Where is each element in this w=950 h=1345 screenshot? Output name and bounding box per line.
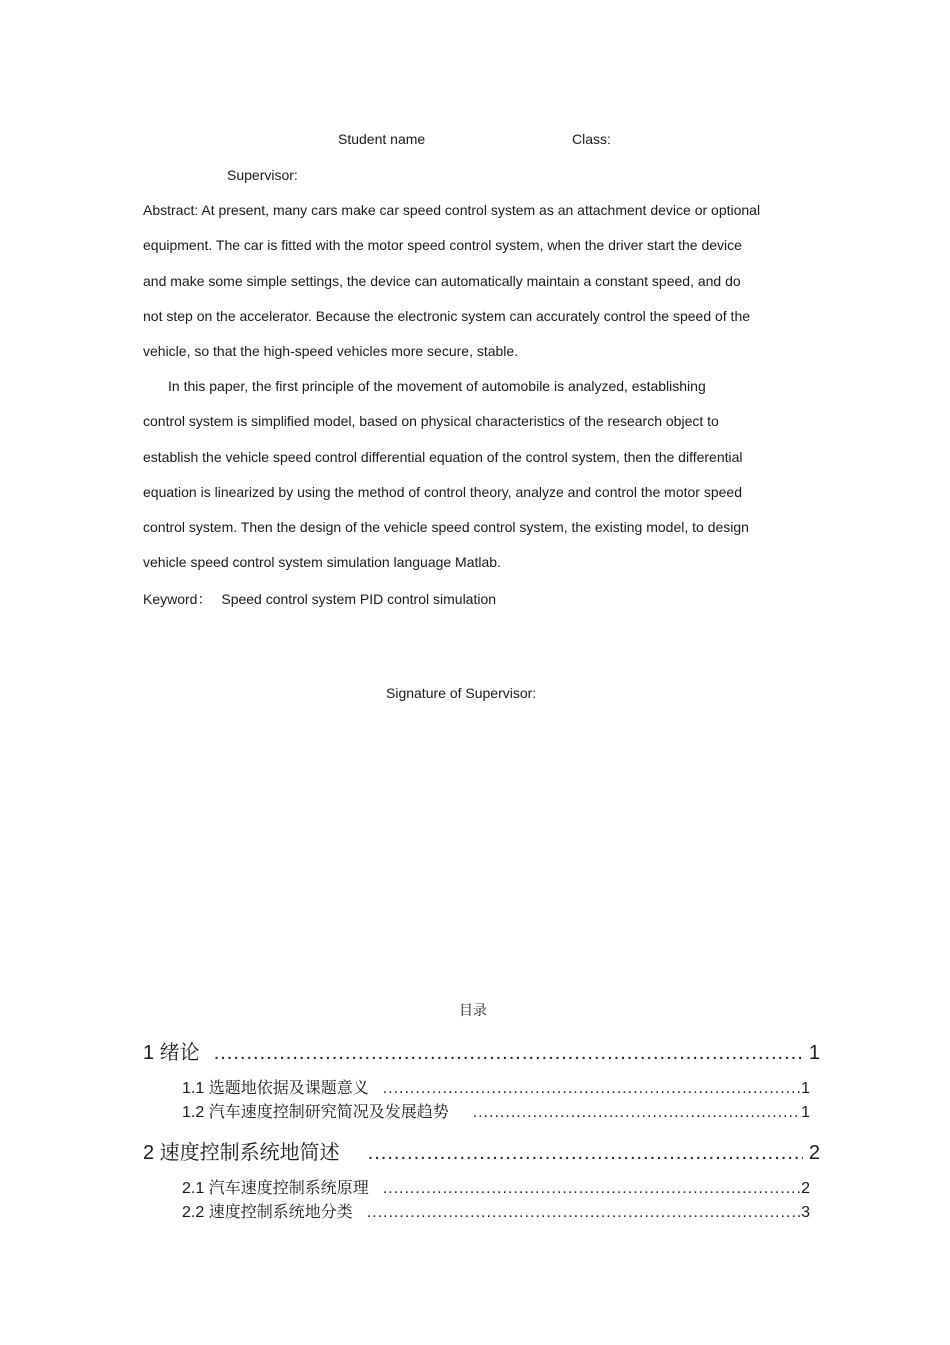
supervisor-signature-label: Signature of Supervisor: — [386, 685, 537, 701]
toc-entry-label: 1.2 汽车速度控制研究简况及发展趋势 — [182, 1104, 449, 1121]
toc-page-number: 1 — [801, 1104, 810, 1121]
body-line: control system. Then the design of the vehicle speed control system, the existing model, to design — [143, 519, 749, 535]
keywords — [143, 589, 496, 609]
body-line: establish the vehicle speed control differential equation of the control system, then the differential — [143, 449, 743, 465]
body-line: control system is simplified model, based on physical characteristics of the research object to — [143, 413, 719, 429]
class-label: Class: — [572, 131, 611, 147]
toc-entry-label: 2.2 速度控制系统地分类 — [182, 1204, 353, 1221]
toc-entry-label: 2.1 汽车速度控制系统原理 — [182, 1180, 369, 1197]
toc-page-number: 3 — [801, 1204, 810, 1221]
toc-title: 目录 — [459, 1002, 487, 1018]
keywords-value: Speed control system PID control simulation — [221, 591, 497, 607]
toc-leader-dots — [367, 1204, 801, 1222]
toc-leader-dots — [368, 1142, 803, 1165]
abstract-line: Abstract: At present, many cars make car speed control system as an attachment device or optional — [143, 202, 761, 218]
toc-entry-label: 1 绪论 — [143, 1042, 200, 1064]
toc-entry[interactable] — [143, 1136, 820, 1165]
body-line: equation is linearized by using the method of control theory, analyze and control the motor speed — [143, 484, 742, 500]
body-line: In this paper, the first principle of the movement of automobile is analyzed, establishing — [168, 378, 706, 394]
toc-entry-label: 1.1 选题地依据及课题意义 — [182, 1080, 369, 1097]
body-line: vehicle speed control system simulation language Matlab. — [143, 554, 501, 570]
toc-entry[interactable] — [182, 1199, 810, 1222]
toc-entry[interactable] — [182, 1099, 810, 1122]
toc-page-number: 1 — [801, 1080, 810, 1097]
abstract-line: equipment. The car is fitted with the motor speed control system, when the driver start the device — [143, 237, 742, 253]
toc-page-number: 2 — [801, 1180, 810, 1197]
toc-entry[interactable] — [182, 1075, 810, 1098]
abstract-line: and make some simple settings, the device can automatically maintain a constant speed, and do — [143, 273, 741, 289]
toc-leader-dots — [214, 1042, 803, 1065]
abstract-line: vehicle, so that the high-speed vehicles more secure, stable. — [143, 343, 519, 359]
toc-leader-dots — [473, 1104, 801, 1122]
toc-page-number: 1 — [808, 1042, 820, 1064]
toc-entry-label: 2 速度控制系统地简述 — [143, 1142, 340, 1164]
student-name-label: Student name — [338, 131, 426, 147]
toc-entry[interactable] — [143, 1036, 820, 1065]
keywords-label: Keyword： — [143, 591, 212, 607]
supervisor-label: Supervisor: — [227, 167, 298, 183]
abstract-line: not step on the accelerator. Because the electronic system can accurately control the speed of the — [143, 308, 751, 324]
toc-entry[interactable] — [182, 1175, 810, 1198]
toc-leader-dots — [383, 1180, 801, 1198]
toc-page-number: 2 — [808, 1142, 820, 1164]
toc-leader-dots — [383, 1080, 801, 1098]
